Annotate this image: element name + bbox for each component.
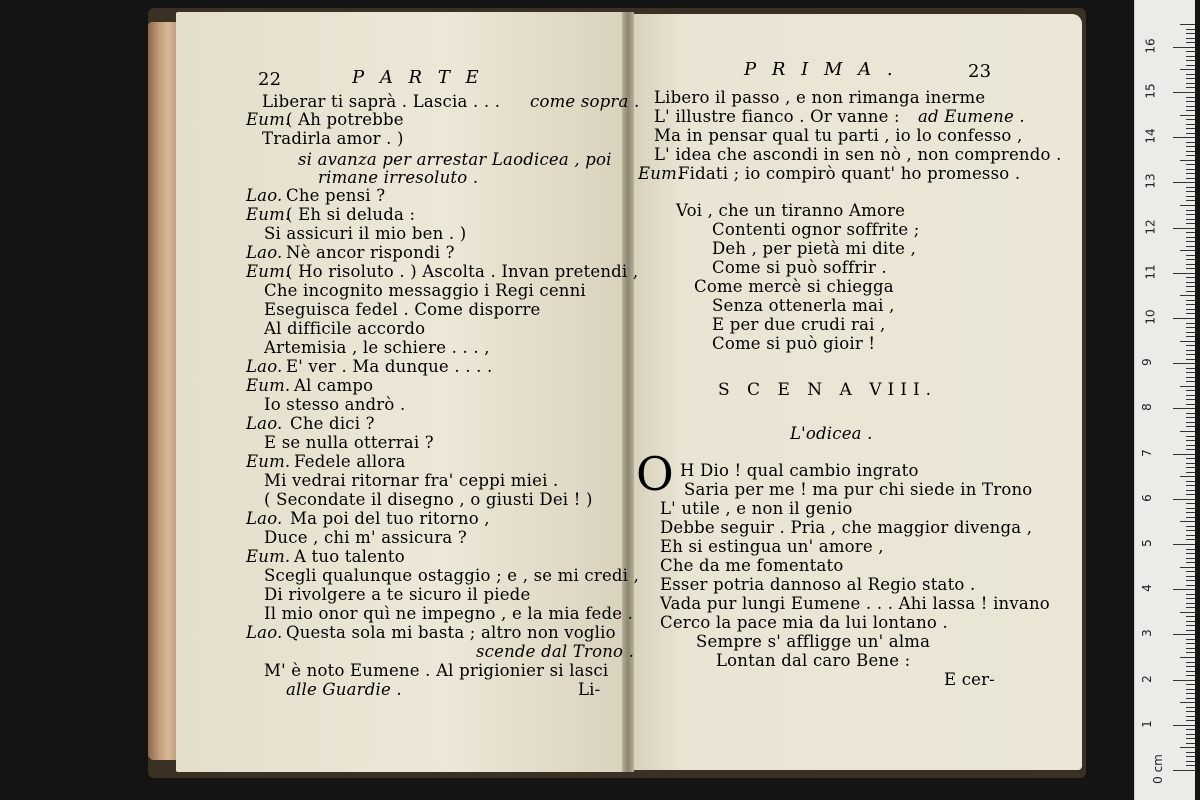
ruler-label: 2 bbox=[1139, 674, 1154, 683]
left_page-text-line: Lao. bbox=[246, 357, 283, 376]
ruler-label: 16 bbox=[1143, 38, 1158, 54]
left_page-text-line: Si assicuri il mio ben . ) bbox=[264, 224, 467, 243]
ruler-tick bbox=[1186, 562, 1195, 563]
ruler-tick bbox=[1186, 241, 1195, 242]
right_page-text-line: Deh , per pietà mi dite , bbox=[712, 239, 917, 258]
left_page-text-line: Lao. bbox=[246, 623, 283, 642]
ruler-tick bbox=[1186, 164, 1195, 165]
ruler-tick bbox=[1186, 42, 1195, 43]
ruler-tick bbox=[1186, 539, 1195, 540]
ruler-tick bbox=[1186, 585, 1195, 586]
ruler-tick bbox=[1186, 259, 1195, 260]
ruler-tick bbox=[1186, 594, 1195, 595]
ruler-tick bbox=[1186, 580, 1195, 581]
ruler-tick bbox=[1180, 386, 1195, 387]
ruler-tick bbox=[1186, 417, 1195, 418]
left_page-text-line: E' ver . Ma dunque . . . . bbox=[286, 357, 493, 376]
left_page-text-line: Di rivolgere a te sicuro il piede bbox=[264, 585, 531, 604]
right_page-text-line: Vada pur lungi Eumene . . . Ahi lassa ! invano bbox=[660, 594, 1050, 613]
ruler-label: 13 bbox=[1143, 173, 1158, 190]
ruler-tick bbox=[1186, 264, 1195, 265]
ruler-label: 0 cm bbox=[1150, 754, 1165, 784]
ruler-tick bbox=[1180, 295, 1195, 296]
ruler-tick bbox=[1173, 725, 1195, 726]
ruler-tick bbox=[1173, 137, 1195, 138]
right_page-text-line: Libero il passo , e non rimanga inerme bbox=[654, 88, 986, 107]
ruler-tick bbox=[1173, 499, 1195, 500]
left_page-text-line: Artemisia , le schiere . . . , bbox=[264, 338, 490, 357]
ruler-tick bbox=[1186, 214, 1195, 215]
ruler-tick bbox=[1186, 196, 1195, 197]
right_page-text-line: Senza ottenerla mai , bbox=[712, 296, 895, 315]
ruler-tick bbox=[1186, 219, 1195, 220]
ruler-tick bbox=[1186, 151, 1195, 152]
ruler-tick bbox=[1186, 191, 1195, 192]
ruler-tick bbox=[1186, 101, 1195, 102]
ruler-tick bbox=[1180, 431, 1195, 432]
ruler-tick bbox=[1186, 390, 1195, 391]
ruler-tick bbox=[1180, 160, 1195, 161]
ruler-tick bbox=[1186, 743, 1195, 744]
ruler-tick bbox=[1186, 65, 1195, 66]
left_page-text-line: ( Ho risoluto . ) Ascolta . Invan pretendi , bbox=[286, 262, 639, 281]
ruler-tick bbox=[1186, 481, 1195, 482]
left_page-text-line: si avanza per arrestar Laodicea , poi bbox=[298, 150, 612, 169]
ruler-tick bbox=[1186, 187, 1195, 188]
ruler-tick bbox=[1186, 97, 1195, 98]
ruler-tick bbox=[1186, 526, 1195, 527]
ruler-tick bbox=[1180, 69, 1195, 70]
right_page-text-line: H Dio ! qual cambio ingrato bbox=[680, 461, 919, 480]
ruler-tick bbox=[1186, 51, 1195, 52]
ruler-tick bbox=[1186, 711, 1195, 712]
ruler-tick bbox=[1186, 313, 1195, 314]
ruler-tick bbox=[1186, 74, 1195, 75]
ruler-tick bbox=[1186, 643, 1195, 644]
ruler-label: 11 bbox=[1143, 264, 1158, 280]
right_page-text-line: Sempre s' affligge un' alma bbox=[696, 632, 931, 651]
left_page-text-line: scende dal Trono . bbox=[476, 642, 635, 661]
ruler-label: 3 bbox=[1139, 629, 1154, 638]
ruler-tick bbox=[1173, 634, 1195, 635]
ruler-tick bbox=[1186, 625, 1195, 626]
ruler-tick bbox=[1186, 671, 1195, 672]
ruler-tick bbox=[1186, 372, 1195, 373]
ruler-tick bbox=[1180, 567, 1195, 568]
ruler-tick bbox=[1186, 146, 1195, 147]
ruler-tick bbox=[1186, 598, 1195, 599]
ruler-tick bbox=[1186, 336, 1195, 337]
ruler-tick bbox=[1186, 327, 1195, 328]
ruler-tick bbox=[1186, 33, 1195, 34]
left_page-text-line: Nè ancor rispondi ? bbox=[286, 243, 455, 262]
ruler-tick bbox=[1186, 142, 1195, 143]
ruler-tick bbox=[1186, 472, 1195, 473]
ruler-tick bbox=[1186, 38, 1195, 39]
left_page-text-line: Che dici ? bbox=[290, 414, 375, 433]
left_page-text-line: Mi vedrai ritornar fra' ceppi miei . bbox=[264, 471, 559, 490]
right_page-text-line: Eh si estingua un' amore , bbox=[660, 537, 884, 556]
left_page-text-line: Lao. bbox=[246, 509, 283, 528]
ruler-tick bbox=[1180, 747, 1195, 748]
ruler-tick bbox=[1186, 752, 1195, 753]
measuring-ruler bbox=[1134, 0, 1195, 800]
right-running-head: P R I M A . bbox=[744, 59, 898, 80]
ruler-tick bbox=[1186, 210, 1195, 211]
ruler-tick bbox=[1186, 133, 1195, 134]
ruler-tick bbox=[1186, 734, 1195, 735]
scene-heading: S C E N A VIII. bbox=[718, 380, 938, 400]
right_page-text-line: Come si può soffrir . bbox=[712, 258, 887, 277]
left_page-text-line: A tuo talento bbox=[294, 547, 405, 566]
ruler-tick bbox=[1186, 381, 1195, 382]
ruler-tick bbox=[1186, 277, 1195, 278]
ruler-tick bbox=[1180, 657, 1195, 658]
ruler-tick bbox=[1186, 458, 1195, 459]
ruler-tick bbox=[1180, 612, 1195, 613]
ruler-tick bbox=[1186, 530, 1195, 531]
ruler-tick bbox=[1186, 675, 1195, 676]
right_page-text-line: Debbe seguir . Pria , che maggior divenga , bbox=[660, 518, 1033, 537]
ruler-tick bbox=[1186, 603, 1195, 604]
right_page-text-line: L' illustre fianco . Or vanne : bbox=[654, 107, 900, 126]
ruler-tick bbox=[1180, 341, 1195, 342]
ruler-tick bbox=[1186, 621, 1195, 622]
right_page-text-line: Saria per me ! ma pur chi siede in Trono bbox=[684, 480, 1033, 499]
ruler-tick bbox=[1186, 535, 1195, 536]
left_page-text-line: Al campo bbox=[294, 376, 374, 395]
left_page-text-line: Scegli qualunque ostaggio ; e , se mi credi , bbox=[264, 566, 640, 585]
ruler-tick bbox=[1186, 368, 1195, 369]
ruler-tick bbox=[1186, 124, 1195, 125]
ruler-tick bbox=[1186, 29, 1195, 30]
ruler-tick bbox=[1186, 87, 1195, 88]
right_page-text-line: Fidati ; io compirò quant' ho promesso . bbox=[678, 164, 1021, 183]
ruler-tick bbox=[1186, 616, 1195, 617]
ruler-tick bbox=[1186, 169, 1195, 170]
ruler-tick bbox=[1186, 490, 1195, 491]
right_page-text-line: ad Eumene . bbox=[918, 107, 1025, 126]
ruler-tick bbox=[1186, 309, 1195, 310]
right_page-text-line: Contenti ognor soffrite ; bbox=[712, 220, 920, 239]
ruler-tick bbox=[1186, 666, 1195, 667]
ruler-tick bbox=[1186, 693, 1195, 694]
ruler-tick bbox=[1180, 702, 1195, 703]
right_page-text-line: L' utile , e non il genio bbox=[660, 499, 853, 518]
ruler-tick bbox=[1186, 494, 1195, 495]
ruler-tick bbox=[1186, 268, 1195, 269]
ruler-tick bbox=[1186, 716, 1195, 717]
ruler-tick bbox=[1186, 128, 1195, 129]
ruler-tick bbox=[1173, 544, 1195, 545]
ruler-label: 10 bbox=[1143, 309, 1158, 325]
ruler-tick bbox=[1186, 738, 1195, 739]
ruler-tick bbox=[1186, 576, 1195, 577]
left_page-text-line: rimane irresoluto . bbox=[318, 168, 479, 187]
left_page-text-line: Eum. bbox=[246, 262, 291, 281]
left_page-text-line: E se nulla otterrai ? bbox=[264, 433, 434, 452]
ruler-tick bbox=[1186, 761, 1195, 762]
ruler-tick bbox=[1186, 422, 1195, 423]
ruler-tick bbox=[1186, 720, 1195, 721]
left_page-text-line: ( Eh si deluda : bbox=[286, 205, 416, 224]
ruler-tick bbox=[1186, 173, 1195, 174]
ruler-tick bbox=[1186, 607, 1195, 608]
ruler-tick bbox=[1186, 707, 1195, 708]
ruler-tick bbox=[1173, 363, 1195, 364]
left_page-text-line: M' è noto Eumene . Al prigionier si lasci bbox=[264, 661, 609, 680]
left_page-text-line: Che pensi ? bbox=[286, 186, 386, 205]
right_page-text-line: Esser potria dannoso al Regio stato . bbox=[660, 575, 976, 594]
ruler-tick bbox=[1186, 445, 1195, 446]
ruler-tick bbox=[1186, 291, 1195, 292]
left-running-head: P A R T E bbox=[352, 67, 484, 88]
ruler-tick bbox=[1186, 485, 1195, 486]
left_page-text-line: Questa sola mi basta ; altro non voglio bbox=[286, 623, 616, 642]
ruler-tick bbox=[1173, 318, 1195, 319]
ruler-tick bbox=[1186, 508, 1195, 509]
ruler-tick bbox=[1186, 571, 1195, 572]
ruler-tick bbox=[1186, 449, 1195, 450]
right_page-text-line: Come si può gioir ! bbox=[712, 334, 876, 353]
ruler-label: 14 bbox=[1143, 128, 1158, 144]
left_page-text-line: Eum. bbox=[246, 110, 291, 129]
ruler-tick bbox=[1186, 512, 1195, 513]
ruler-tick bbox=[1186, 359, 1195, 360]
left_page-text-line: Li- bbox=[578, 680, 601, 699]
ruler-tick bbox=[1180, 521, 1195, 522]
ruler-tick bbox=[1186, 323, 1195, 324]
ruler-tick bbox=[1186, 639, 1195, 640]
left_page-text-line: Lao. bbox=[246, 414, 283, 433]
ruler-tick bbox=[1186, 426, 1195, 427]
ruler-tick bbox=[1186, 553, 1195, 554]
ruler-tick bbox=[1173, 92, 1195, 93]
ruler-tick bbox=[1173, 408, 1195, 409]
right_page-text-line: Ma in pensar qual tu parti , io lo confesso , bbox=[654, 126, 1023, 145]
ruler-tick bbox=[1186, 286, 1195, 287]
ruler-tick bbox=[1186, 255, 1195, 256]
left_page-text-line: ( Ah potrebbe bbox=[286, 110, 404, 129]
ruler-label: 1 bbox=[1139, 719, 1154, 728]
ruler-tick bbox=[1186, 332, 1195, 333]
ruler-tick bbox=[1186, 630, 1195, 631]
left_page-text-line: Il mio onor quì ne impegno , e la mia fede . bbox=[264, 604, 634, 623]
ruler-label: 8 bbox=[1139, 403, 1154, 412]
left-page-number: 22 bbox=[258, 69, 282, 90]
ruler-tick bbox=[1186, 765, 1195, 766]
ruler-tick bbox=[1173, 454, 1195, 455]
ruler-tick bbox=[1186, 436, 1195, 437]
right_page-text-line: L' idea che ascondi in sen nò , non comprendo . bbox=[654, 145, 1062, 164]
left_page-text-line: Io stesso andrò . bbox=[264, 395, 406, 414]
left_page-text-line: Che incognito messaggio i Regi cenni bbox=[264, 281, 586, 300]
ruler-tick bbox=[1186, 377, 1195, 378]
left_page-text-line: Duce , chi m' assicura ? bbox=[264, 528, 467, 547]
ruler-tick bbox=[1186, 56, 1195, 57]
ruler-tick bbox=[1173, 770, 1195, 771]
drop-cap: O bbox=[636, 447, 674, 501]
right_page-text-line: E per due crudi rai , bbox=[712, 315, 886, 334]
ruler-tick bbox=[1173, 47, 1195, 48]
right_page-text-line: E cer- bbox=[944, 670, 995, 689]
ruler-label: 15 bbox=[1143, 83, 1158, 99]
ruler-tick bbox=[1186, 246, 1195, 247]
ruler-tick bbox=[1186, 648, 1195, 649]
ruler-tick bbox=[1186, 232, 1195, 233]
ruler-tick bbox=[1186, 395, 1195, 396]
left_page-text-line: ( Secondate il disegno , o giusti Dei ! ) bbox=[264, 490, 593, 509]
left_page-text-line: Al difficile accordo bbox=[264, 319, 426, 338]
ruler-tick bbox=[1186, 237, 1195, 238]
left_page-text-line: Eum. bbox=[246, 376, 291, 395]
left_page-text-line: Tradirla amor . ) bbox=[262, 129, 404, 148]
ruler-tick bbox=[1186, 78, 1195, 79]
left_page-text-line: Eum. bbox=[246, 205, 291, 224]
ruler-tick bbox=[1186, 756, 1195, 757]
ruler-label: 6 bbox=[1139, 493, 1154, 502]
ruler-tick bbox=[1186, 119, 1195, 120]
ruler-tick bbox=[1186, 106, 1195, 107]
ruler-tick bbox=[1173, 589, 1195, 590]
ruler-tick bbox=[1180, 24, 1195, 25]
ruler-tick bbox=[1186, 155, 1195, 156]
ruler-tick bbox=[1186, 413, 1195, 414]
ruler-label: 4 bbox=[1139, 584, 1154, 593]
ruler-tick bbox=[1186, 558, 1195, 559]
left_page-text-line: Eum. bbox=[246, 452, 291, 471]
ruler-tick bbox=[1173, 680, 1195, 681]
ruler-tick bbox=[1186, 652, 1195, 653]
ruler-tick bbox=[1186, 404, 1195, 405]
ruler-tick bbox=[1186, 729, 1195, 730]
ruler-tick bbox=[1186, 60, 1195, 61]
ruler-tick bbox=[1186, 440, 1195, 441]
ruler-tick bbox=[1186, 83, 1195, 84]
left_page-text-line: Fedele allora bbox=[294, 452, 406, 471]
ruler-tick bbox=[1186, 300, 1195, 301]
left_page-text-line: Lao. bbox=[246, 243, 283, 262]
ruler-tick bbox=[1180, 115, 1195, 116]
ruler-tick bbox=[1186, 684, 1195, 685]
left_page-text-line: Ma poi del tuo ritorno , bbox=[290, 509, 490, 528]
ruler-tick bbox=[1186, 178, 1195, 179]
ruler-tick bbox=[1186, 463, 1195, 464]
ruler-tick bbox=[1186, 350, 1195, 351]
ruler-tick bbox=[1186, 223, 1195, 224]
ruler-tick bbox=[1186, 200, 1195, 201]
right-page-number: 23 bbox=[968, 61, 992, 82]
left_page-text-line: Lao. bbox=[246, 186, 283, 205]
ruler-tick bbox=[1186, 282, 1195, 283]
ruler-tick bbox=[1186, 467, 1195, 468]
ruler-tick bbox=[1186, 345, 1195, 346]
ruler-label: 5 bbox=[1139, 539, 1154, 547]
ruler-tick bbox=[1186, 399, 1195, 400]
left_page-text-line: Liberar ti saprà . Lascia . . . bbox=[262, 92, 501, 111]
right_page-text-line: Lontan dal caro Bene : bbox=[716, 651, 911, 670]
ruler-label: 7 bbox=[1139, 448, 1154, 457]
ruler-tick bbox=[1173, 228, 1195, 229]
ruler-tick bbox=[1186, 698, 1195, 699]
right_page-text-line: Che da me fomentato bbox=[660, 556, 844, 575]
right_page-text-line: Come mercè si chiegga bbox=[694, 277, 894, 296]
right_page-text-line: Eum. bbox=[638, 164, 683, 183]
ruler-tick bbox=[1180, 205, 1195, 206]
right_page-text-line: L'odicea . bbox=[790, 424, 873, 443]
ruler-tick bbox=[1173, 273, 1195, 274]
ruler-tick bbox=[1186, 549, 1195, 550]
ruler-tick bbox=[1186, 110, 1195, 111]
ruler-tick bbox=[1180, 476, 1195, 477]
left_page-text-line: Eum. bbox=[246, 547, 291, 566]
ruler-tick bbox=[1180, 250, 1195, 251]
right_page-text-line: Cerco la pace mia da lui lontano . bbox=[660, 613, 948, 632]
ruler-tick bbox=[1186, 689, 1195, 690]
ruler-tick bbox=[1186, 517, 1195, 518]
ruler-label: 9 bbox=[1139, 358, 1154, 367]
left_page-text-line: come sopra . bbox=[530, 92, 640, 111]
ruler-tick bbox=[1186, 354, 1195, 355]
ruler-label: 12 bbox=[1143, 218, 1158, 235]
ruler-tick bbox=[1173, 182, 1195, 183]
ruler-tick bbox=[1186, 304, 1195, 305]
right_page-text-line: Voi , che un tiranno Amore bbox=[676, 201, 906, 220]
ruler-tick bbox=[1186, 662, 1195, 663]
ruler-tick bbox=[1186, 503, 1195, 504]
left_page-text-line: alle Guardie . bbox=[286, 680, 402, 699]
left_page-text-line: Eseguisca fedel . Come disporre bbox=[264, 300, 541, 319]
